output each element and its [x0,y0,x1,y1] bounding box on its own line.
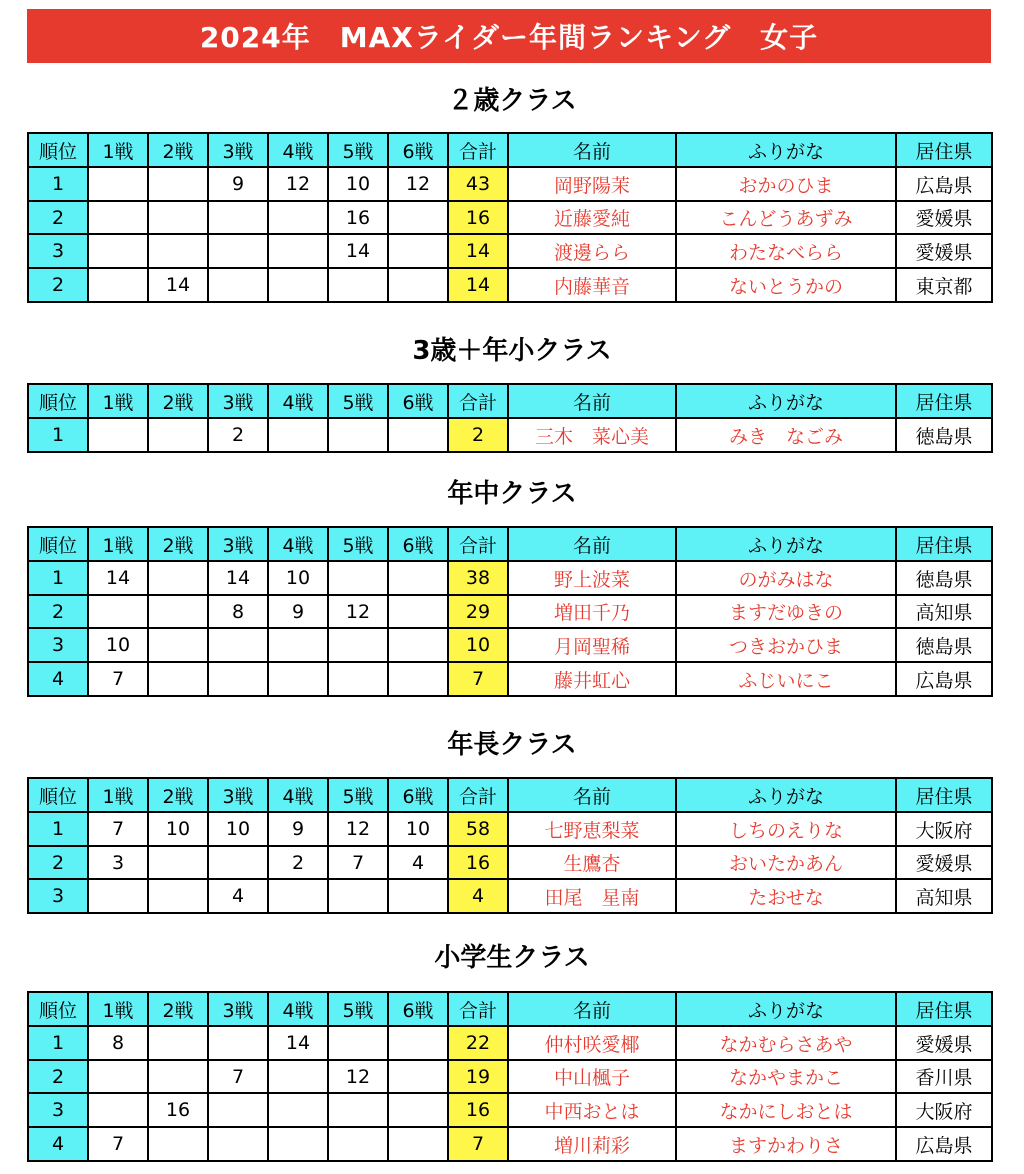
round-5-cell [328,418,388,452]
name-cell: 田尾 星南 [508,879,676,913]
round-1-cell [88,1093,148,1127]
round-2-cell [148,846,208,879]
round-2-cell [148,201,208,234]
round-4-cell: 2 [268,846,328,879]
header-total: 合計 [448,778,508,812]
round-5-cell [328,561,388,595]
header-total: 合計 [448,527,508,561]
header-total: 合計 [448,133,508,167]
round-4-cell: 14 [268,1026,328,1060]
round-2-cell: 14 [148,268,208,302]
table-row [28,1127,992,1161]
total-cell: 16 [448,201,508,234]
round-3-cell: 9 [208,167,268,201]
rank-cell: 3 [28,628,88,662]
ranking-table [27,526,993,697]
round-6-cell: 10 [388,812,448,846]
round-3-cell: 14 [208,561,268,595]
round-2-cell [148,167,208,201]
round-6-cell [388,234,448,268]
round-2-cell [148,561,208,595]
round-1-cell: 10 [88,628,148,662]
round-2-cell [148,1026,208,1060]
header-row [28,992,992,1026]
header-round-6: 6戦 [388,133,448,167]
rank-cell: 2 [28,595,88,628]
header-round-3: 3戦 [208,992,268,1026]
round-5-cell: 14 [328,234,388,268]
table-row [28,662,992,696]
furigana-cell: なかむらさあや [676,1026,896,1060]
ranking-table [27,132,993,303]
header-rank: 順位 [28,992,88,1026]
prefecture-cell: 愛媛県 [896,1026,992,1060]
name-cell: 内藤華音 [508,268,676,302]
header-round-4: 4戦 [268,992,328,1026]
round-2-cell [148,1127,208,1161]
round-1-cell: 7 [88,1127,148,1161]
furigana-cell: こんどうあずみ [676,201,896,234]
round-5-cell: 12 [328,812,388,846]
header-round-1: 1戦 [88,384,148,418]
prefecture-cell: 愛媛県 [896,234,992,268]
round-1-cell [88,167,148,201]
round-6-cell [388,595,448,628]
header-round-2: 2戦 [148,778,208,812]
header-round-2: 2戦 [148,133,208,167]
header-name: 名前 [508,384,676,418]
round-2-cell [148,234,208,268]
round-2-cell [148,879,208,913]
table-row [28,879,992,913]
round-6-cell: 12 [388,167,448,201]
header-round-6: 6戦 [388,527,448,561]
round-1-cell [88,201,148,234]
round-5-cell [328,1026,388,1060]
header-round-2: 2戦 [148,992,208,1026]
prefecture-cell: 香川県 [896,1060,992,1093]
header-round-5: 5戦 [328,384,388,418]
header-round-6: 6戦 [388,778,448,812]
round-6-cell [388,268,448,302]
round-5-cell [328,1127,388,1161]
header-round-3: 3戦 [208,384,268,418]
name-cell: 近藤愛純 [508,201,676,234]
prefecture-cell: 広島県 [896,1127,992,1161]
round-1-cell [88,268,148,302]
round-1-cell: 7 [88,812,148,846]
prefecture-cell: 大阪府 [896,1093,992,1127]
header-round-3: 3戦 [208,527,268,561]
name-cell: 増川莉彩 [508,1127,676,1161]
round-6-cell [388,201,448,234]
prefecture-cell: 徳島県 [896,628,992,662]
name-cell: 七野恵梨菜 [508,812,676,846]
round-4-cell [268,201,328,234]
furigana-cell: なかにしおとは [676,1093,896,1127]
round-6-cell [388,1026,448,1060]
header-rank: 順位 [28,384,88,418]
round-1-cell [88,234,148,268]
rank-cell: 3 [28,234,88,268]
header-total: 合計 [448,992,508,1026]
round-2-cell: 16 [148,1093,208,1127]
round-3-cell [208,628,268,662]
round-3-cell [208,1093,268,1127]
round-3-cell: 2 [208,418,268,452]
name-cell: 岡野陽茉 [508,167,676,201]
total-cell: 7 [448,662,508,696]
furigana-cell: おいたかあん [676,846,896,879]
round-3-cell [208,1127,268,1161]
table-row [28,1093,992,1127]
total-cell: 22 [448,1026,508,1060]
round-6-cell [388,879,448,913]
header-round-3: 3戦 [208,778,268,812]
round-5-cell [328,1093,388,1127]
header-row [28,384,992,418]
round-1-cell [88,879,148,913]
round-1-cell: 8 [88,1026,148,1060]
section-title: 3歳＋年小クラス [412,336,612,366]
header-furigana: ふりがな [676,992,896,1026]
round-5-cell: 12 [328,595,388,628]
round-1-cell [88,595,148,628]
round-4-cell [268,1060,328,1093]
total-cell: 16 [448,846,508,879]
header-prefecture: 居住県 [896,384,992,418]
rank-cell: 2 [28,268,88,302]
table-row [28,561,992,595]
page-title: 2024年 MAXライダー年間ランキング 女子 [27,9,991,63]
header-row [28,527,992,561]
round-5-cell: 16 [328,201,388,234]
rank-cell: 1 [28,561,88,595]
total-cell: 4 [448,879,508,913]
prefecture-cell: 広島県 [896,167,992,201]
name-cell: 渡邊らら [508,234,676,268]
table-row [28,595,992,628]
round-3-cell: 4 [208,879,268,913]
round-5-cell [328,268,388,302]
round-2-cell: 10 [148,812,208,846]
section-title: 年長クラス [447,730,577,760]
name-cell: 藤井虹心 [508,662,676,696]
prefecture-cell: 徳島県 [896,418,992,452]
total-cell: 7 [448,1127,508,1161]
header-name: 名前 [508,133,676,167]
rank-cell: 1 [28,167,88,201]
header-round-5: 5戦 [328,133,388,167]
rank-cell: 2 [28,201,88,234]
round-5-cell [328,662,388,696]
header-prefecture: 居住県 [896,778,992,812]
round-6-cell [388,418,448,452]
round-6-cell [388,628,448,662]
round-5-cell [328,628,388,662]
round-5-cell [328,879,388,913]
table-row [28,418,992,452]
round-4-cell [268,1093,328,1127]
furigana-cell: なかやまかこ [676,1060,896,1093]
round-4-cell [268,268,328,302]
round-3-cell: 10 [208,812,268,846]
header-rank: 順位 [28,133,88,167]
round-2-cell [148,628,208,662]
round-2-cell [148,662,208,696]
ranking-table [27,991,993,1162]
section-title: ２歳クラス [447,86,577,116]
rank-cell: 2 [28,846,88,879]
round-3-cell [208,1026,268,1060]
name-cell: 中山楓子 [508,1060,676,1093]
header-prefecture: 居住県 [896,133,992,167]
round-5-cell: 12 [328,1060,388,1093]
total-cell: 2 [448,418,508,452]
round-2-cell [148,595,208,628]
furigana-cell: しちのえりな [676,812,896,846]
round-1-cell [88,418,148,452]
furigana-cell: ふじいにこ [676,662,896,696]
section-title: 小学生クラス [434,943,590,973]
prefecture-cell: 徳島県 [896,561,992,595]
furigana-cell: ますかわりさ [676,1127,896,1161]
round-4-cell: 9 [268,595,328,628]
furigana-cell: わたなべらら [676,234,896,268]
header-prefecture: 居住県 [896,992,992,1026]
header-name: 名前 [508,992,676,1026]
name-cell: 生鷹杏 [508,846,676,879]
header-round-4: 4戦 [268,384,328,418]
round-4-cell [268,1127,328,1161]
furigana-cell: おかのひま [676,167,896,201]
name-cell: 仲村咲愛椰 [508,1026,676,1060]
round-2-cell [148,418,208,452]
total-cell: 10 [448,628,508,662]
header-round-1: 1戦 [88,133,148,167]
table-row [28,628,992,662]
header-round-4: 4戦 [268,778,328,812]
total-cell: 29 [448,595,508,628]
section-title: 年中クラス [447,479,577,509]
header-total: 合計 [448,384,508,418]
header-furigana: ふりがな [676,527,896,561]
round-6-cell [388,1127,448,1161]
furigana-cell: つきおかひま [676,628,896,662]
header-furigana: ふりがな [676,778,896,812]
name-cell: 増田千乃 [508,595,676,628]
round-3-cell [208,268,268,302]
round-4-cell [268,662,328,696]
header-round-6: 6戦 [388,992,448,1026]
total-cell: 58 [448,812,508,846]
table-row [28,167,992,201]
ranking-table [27,383,993,453]
rank-cell: 1 [28,812,88,846]
round-2-cell [148,1060,208,1093]
prefecture-cell: 高知県 [896,879,992,913]
table-row [28,812,992,846]
round-6-cell: 4 [388,846,448,879]
table-row [28,201,992,234]
furigana-cell: たおせな [676,879,896,913]
header-rank: 順位 [28,527,88,561]
round-1-cell [88,1060,148,1093]
header-round-5: 5戦 [328,992,388,1026]
round-6-cell [388,1060,448,1093]
round-6-cell [388,662,448,696]
round-6-cell [388,561,448,595]
table-row [28,1060,992,1093]
prefecture-cell: 高知県 [896,595,992,628]
round-3-cell: 8 [208,595,268,628]
round-4-cell: 10 [268,561,328,595]
total-cell: 16 [448,1093,508,1127]
header-round-6: 6戦 [388,384,448,418]
header-round-5: 5戦 [328,527,388,561]
name-cell: 野上波菜 [508,561,676,595]
header-round-5: 5戦 [328,778,388,812]
round-4-cell: 9 [268,812,328,846]
header-furigana: ふりがな [676,133,896,167]
header-round-2: 2戦 [148,527,208,561]
rank-cell: 4 [28,662,88,696]
rank-cell: 2 [28,1060,88,1093]
total-cell: 14 [448,268,508,302]
header-round-4: 4戦 [268,527,328,561]
round-3-cell [208,234,268,268]
round-4-cell: 12 [268,167,328,201]
round-3-cell [208,662,268,696]
total-cell: 14 [448,234,508,268]
rank-cell: 3 [28,1093,88,1127]
round-1-cell: 7 [88,662,148,696]
round-5-cell: 7 [328,846,388,879]
furigana-cell: ないとうかの [676,268,896,302]
name-cell: 中西おとは [508,1093,676,1127]
header-row [28,778,992,812]
round-4-cell [268,879,328,913]
header-round-1: 1戦 [88,778,148,812]
rank-cell: 3 [28,879,88,913]
rank-cell: 1 [28,1026,88,1060]
round-3-cell: 7 [208,1060,268,1093]
name-cell: 三木 菜心美 [508,418,676,452]
total-cell: 43 [448,167,508,201]
header-row [28,133,992,167]
header-name: 名前 [508,527,676,561]
furigana-cell: みき なごみ [676,418,896,452]
round-5-cell: 10 [328,167,388,201]
round-3-cell [208,846,268,879]
round-3-cell [208,201,268,234]
round-1-cell: 14 [88,561,148,595]
header-round-1: 1戦 [88,992,148,1026]
prefecture-cell: 東京都 [896,268,992,302]
prefecture-cell: 愛媛県 [896,201,992,234]
header-prefecture: 居住県 [896,527,992,561]
rank-cell: 4 [28,1127,88,1161]
round-1-cell: 3 [88,846,148,879]
total-cell: 38 [448,561,508,595]
header-name: 名前 [508,778,676,812]
header-furigana: ふりがな [676,384,896,418]
round-4-cell [268,234,328,268]
furigana-cell: のがみはな [676,561,896,595]
furigana-cell: ますだゆきの [676,595,896,628]
round-6-cell [388,1093,448,1127]
ranking-table [27,777,993,914]
table-row [28,268,992,302]
name-cell: 月岡聖稀 [508,628,676,662]
rank-cell: 1 [28,418,88,452]
round-4-cell [268,418,328,452]
total-cell: 19 [448,1060,508,1093]
table-row [28,1026,992,1060]
round-4-cell [268,628,328,662]
prefecture-cell: 愛媛県 [896,846,992,879]
header-round-1: 1戦 [88,527,148,561]
table-row [28,234,992,268]
header-round-4: 4戦 [268,133,328,167]
table-row [28,846,992,879]
header-round-3: 3戦 [208,133,268,167]
header-round-2: 2戦 [148,384,208,418]
header-rank: 順位 [28,778,88,812]
prefecture-cell: 大阪府 [896,812,992,846]
prefecture-cell: 広島県 [896,662,992,696]
